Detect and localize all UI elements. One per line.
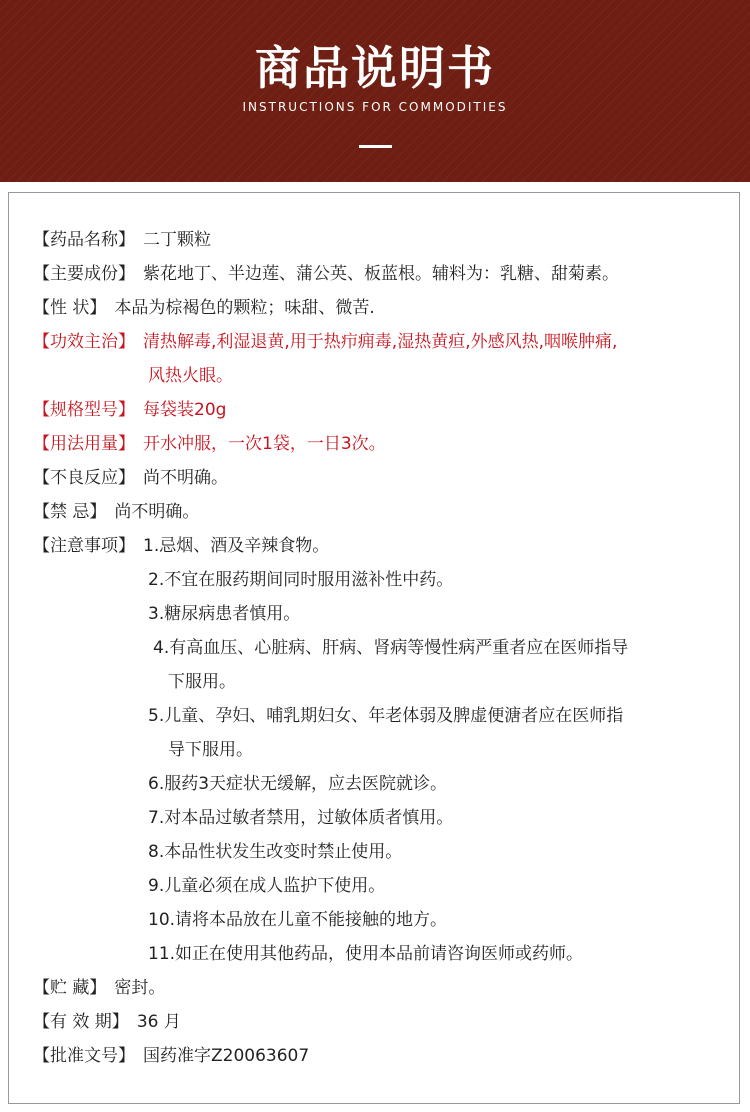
dosage-value: 开水冲服，一次1袋，一日3次。: [143, 434, 386, 454]
precaution-item: 10.请将本品放在儿童不能接触的地方。: [148, 910, 448, 930]
storage-value: 密封。: [114, 978, 166, 998]
precaution-item: 2.不宜在服药期间同时服用滋补性中药。: [148, 570, 454, 590]
specification-value: 每袋装20g: [143, 400, 227, 420]
adverse-reactions-value: 尚不明确。: [143, 468, 228, 488]
approval-value: 国药准字Z20063607: [143, 1046, 310, 1066]
adverse-reactions-label: 【不良反应】: [33, 468, 135, 488]
precaution-item: 7.对本品过敏者禁用，过敏体质者慎用。: [148, 808, 454, 828]
precaution-item: 11.如正在使用其他药品，使用本品前请咨询医师或药师。: [148, 944, 584, 964]
precaution-item: 6.服药3天症状无缓解，应去医院就诊。: [148, 774, 448, 794]
precaution-item: 3.糖尿病患者慎用。: [148, 604, 301, 624]
ingredients-row: [33, 263, 619, 285]
header-banner: [0, 0, 750, 182]
contraindications-row: [33, 501, 199, 523]
ingredients-label: 【主要成份】: [33, 264, 135, 284]
properties-label: 【性 状】: [33, 298, 107, 318]
properties-row: [33, 297, 375, 319]
specification-row: [33, 399, 226, 421]
precaution-item: 5.儿童、孕妇、哺乳期妇女、年老体弱及脾虚便溏者应在医师指: [148, 706, 624, 726]
precautions-label: 【注意事项】: [33, 536, 135, 556]
dosage-row: [33, 433, 386, 455]
precaution-item-continuation: 导下服用。: [168, 740, 253, 760]
indications-row: [33, 331, 617, 353]
approval-row: [33, 1045, 309, 1067]
precaution-item: 9.儿童必须在成人监护下使用。: [148, 876, 386, 896]
adverse-reactions-row: [33, 467, 228, 489]
ingredients-value: 紫花地丁、半边莲、蒲公英、板蓝根。辅料为：乳糖、甜菊素。: [143, 264, 619, 284]
storage-label: 【贮 藏】: [33, 978, 107, 998]
precaution-item: 4.有高血压、心脏病、肝病、肾病等慢性病严重者应在医师指导: [153, 638, 629, 658]
properties-value: 本品为棕褐色的颗粒；味甜、微苦.: [114, 298, 375, 318]
expiry-value: 36 月: [136, 1012, 181, 1032]
contraindications-label: 【禁 忌】: [33, 502, 107, 522]
precautions-row: [33, 535, 329, 557]
indications-label: 【功效主治】: [33, 332, 135, 352]
precaution-item-continuation: 下服用。: [168, 672, 236, 692]
drug-name-value: 二丁颗粒: [143, 230, 211, 250]
page-subtitle: INSTRUCTIONS FOR COMMODITIES: [242, 100, 508, 114]
expiry-label: 【有 效 期】: [33, 1012, 129, 1032]
instructions-card: [8, 192, 740, 1104]
indications-value: 清热解毒,利湿退黄,用于热疖痈毒,湿热黄疸,外感风热,咽喉肿痛,: [143, 332, 618, 352]
precaution-item: 8.本品性状发生改变时禁止使用。: [148, 842, 403, 862]
precaution-item: 1.忌烟、酒及辛辣食物。: [143, 536, 330, 556]
drug-name-row: [33, 229, 211, 251]
expiry-row: [33, 1011, 181, 1033]
specification-label: 【规格型号】: [33, 400, 135, 420]
page-title: 商品说明书: [255, 41, 495, 95]
indications-continuation: 风热火眼。: [148, 366, 233, 386]
contraindications-value: 尚不明确。: [114, 502, 200, 522]
title-underline: [359, 145, 392, 148]
dosage-label: 【用法用量】: [33, 434, 135, 454]
storage-row: [33, 977, 165, 999]
approval-label: 【批准文号】: [33, 1046, 135, 1066]
drug-name-label: 【药品名称】: [33, 230, 135, 250]
